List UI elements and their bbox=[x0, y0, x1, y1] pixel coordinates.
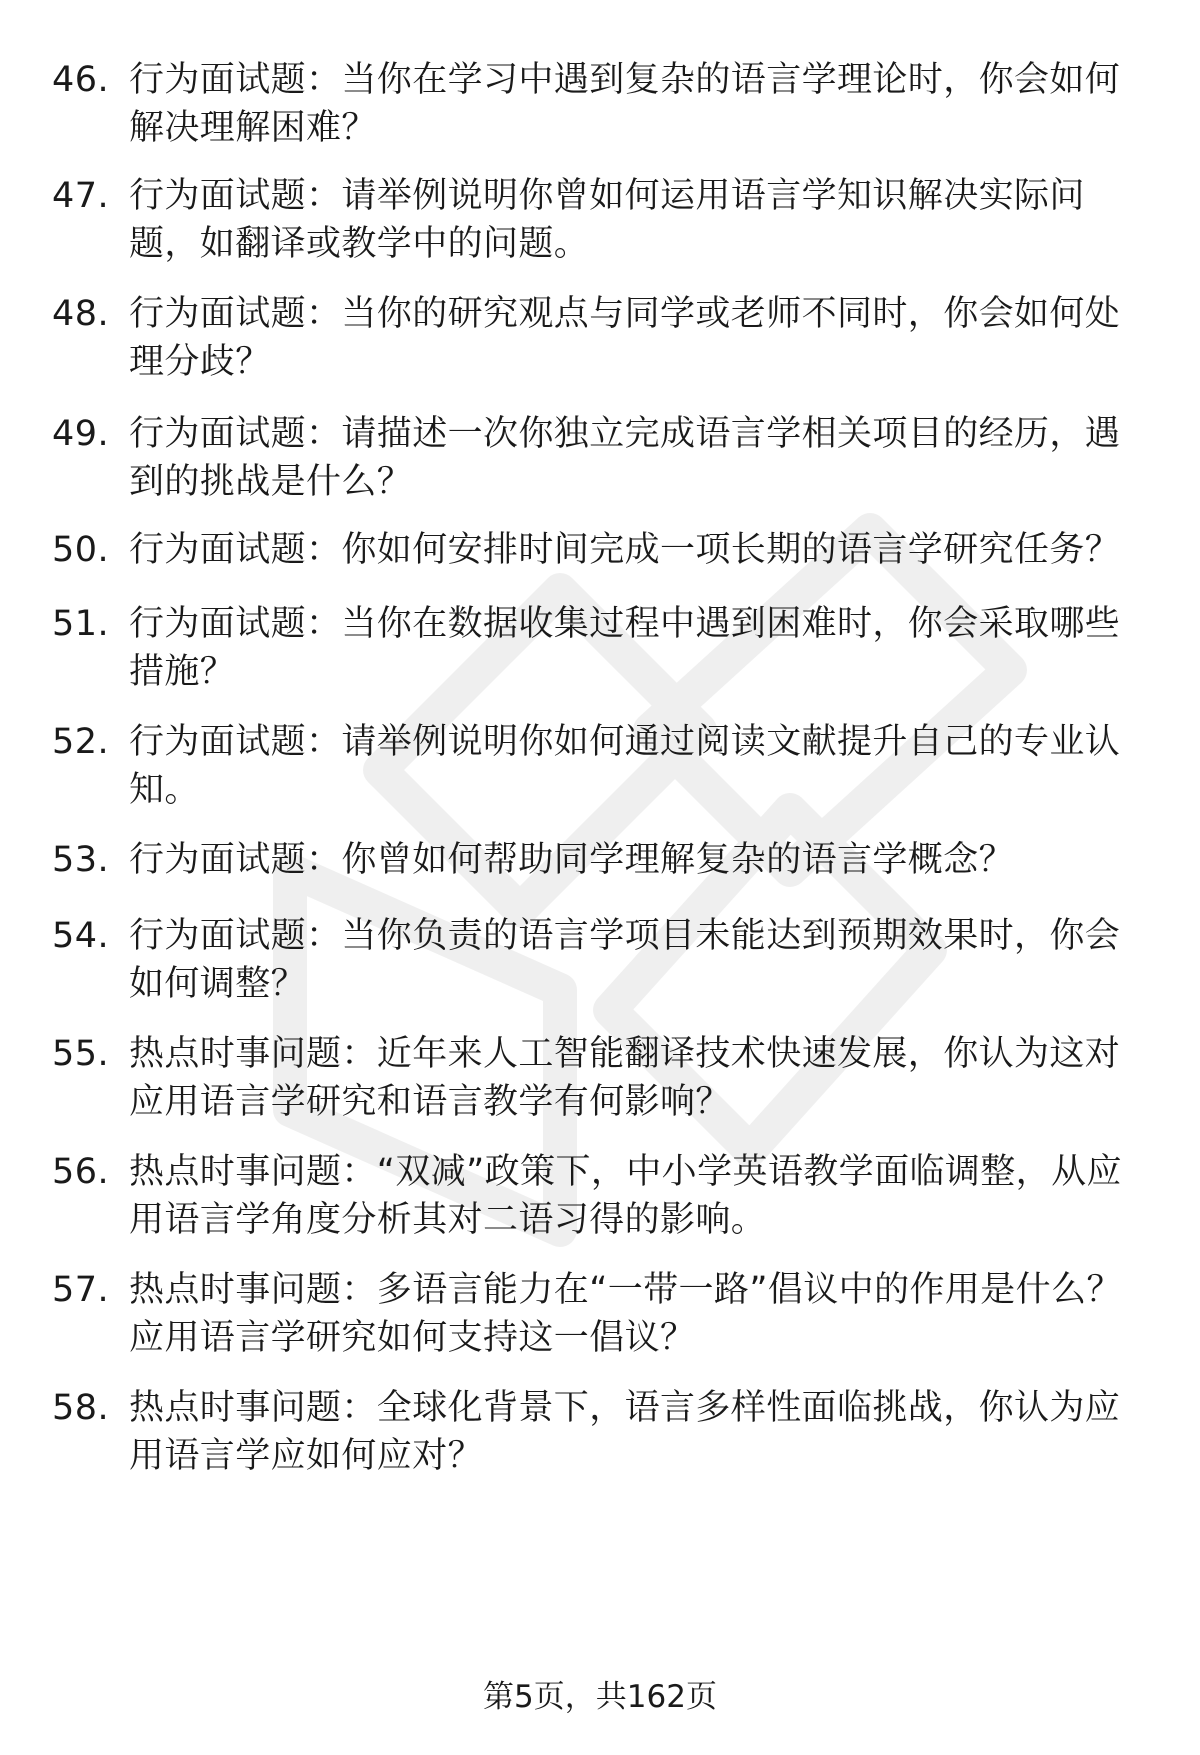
question-text: 行为面试题：当你负责的语言学项目未能达到预期效果时，你会如何调整？ bbox=[129, 916, 1121, 1004]
question-text: 行为面试题：请举例说明你如何通过阅读文献提升自己的专业认知。 bbox=[129, 722, 1121, 810]
question-text: 行为面试题：你曾如何帮助同学理解复杂的语言学概念？ bbox=[129, 840, 1015, 880]
question-number: 57. bbox=[52, 1270, 110, 1310]
question-number: 54. bbox=[52, 916, 110, 956]
question-text: 热点时事问题：多语言能力在“一带一路”倡议中的作用是什么？应用语言学研究如何支持这一倡议？ bbox=[129, 1270, 1122, 1358]
question-text: 行为面试题：当你在学习中遇到复杂的语言学理论时，你会如何解决理解困难？ bbox=[129, 60, 1121, 148]
page-footer bbox=[0, 1675, 1200, 1719]
question-number: 55. bbox=[52, 1034, 110, 1074]
question-text: 行为面试题：当你在数据收集过程中遇到困难时，你会采取哪些措施？ bbox=[129, 604, 1121, 692]
question-number: 58. bbox=[52, 1388, 110, 1428]
question-text: 热点时事问题：近年来人工智能翻译技术快速发展，你认为这对应用语言学研究和语言教学有何影响？ bbox=[129, 1034, 1121, 1122]
question-text: 行为面试题：请描述一次你独立完成语言学相关项目的经历，遇到的挑战是什么？ bbox=[129, 414, 1121, 502]
question-text: 热点时事问题：“双减”政策下，中小学英语教学面临调整，从应用语言学角度分析其对二语习得的影响。 bbox=[129, 1152, 1122, 1240]
question-number: 47. bbox=[52, 176, 110, 216]
question-number: 56. bbox=[52, 1152, 110, 1192]
question-number: 52. bbox=[52, 722, 110, 762]
question-text: 行为面试题：你如何安排时间完成一项长期的语言学研究任务？ bbox=[129, 530, 1121, 570]
question-number: 48. bbox=[52, 294, 110, 334]
question-text: 热点时事问题：全球化背景下，语言多样性面临挑战，你认为应用语言学应如何应对？ bbox=[129, 1388, 1121, 1476]
question-text: 行为面试题：当你的研究观点与同学或老师不同时，你会如何处理分歧？ bbox=[129, 294, 1121, 382]
question-number: 49. bbox=[52, 414, 110, 454]
question-number: 46. bbox=[52, 60, 110, 100]
question-number: 51. bbox=[52, 604, 110, 644]
question-number: 50. bbox=[52, 530, 110, 570]
page-number-label: 第5页，共162页 bbox=[483, 1679, 717, 1715]
question-text: 行为面试题：请举例说明你曾如何运用语言学知识解决实际问题，如翻译或教学中的问题。 bbox=[129, 176, 1085, 264]
question-number: 53. bbox=[52, 840, 110, 880]
